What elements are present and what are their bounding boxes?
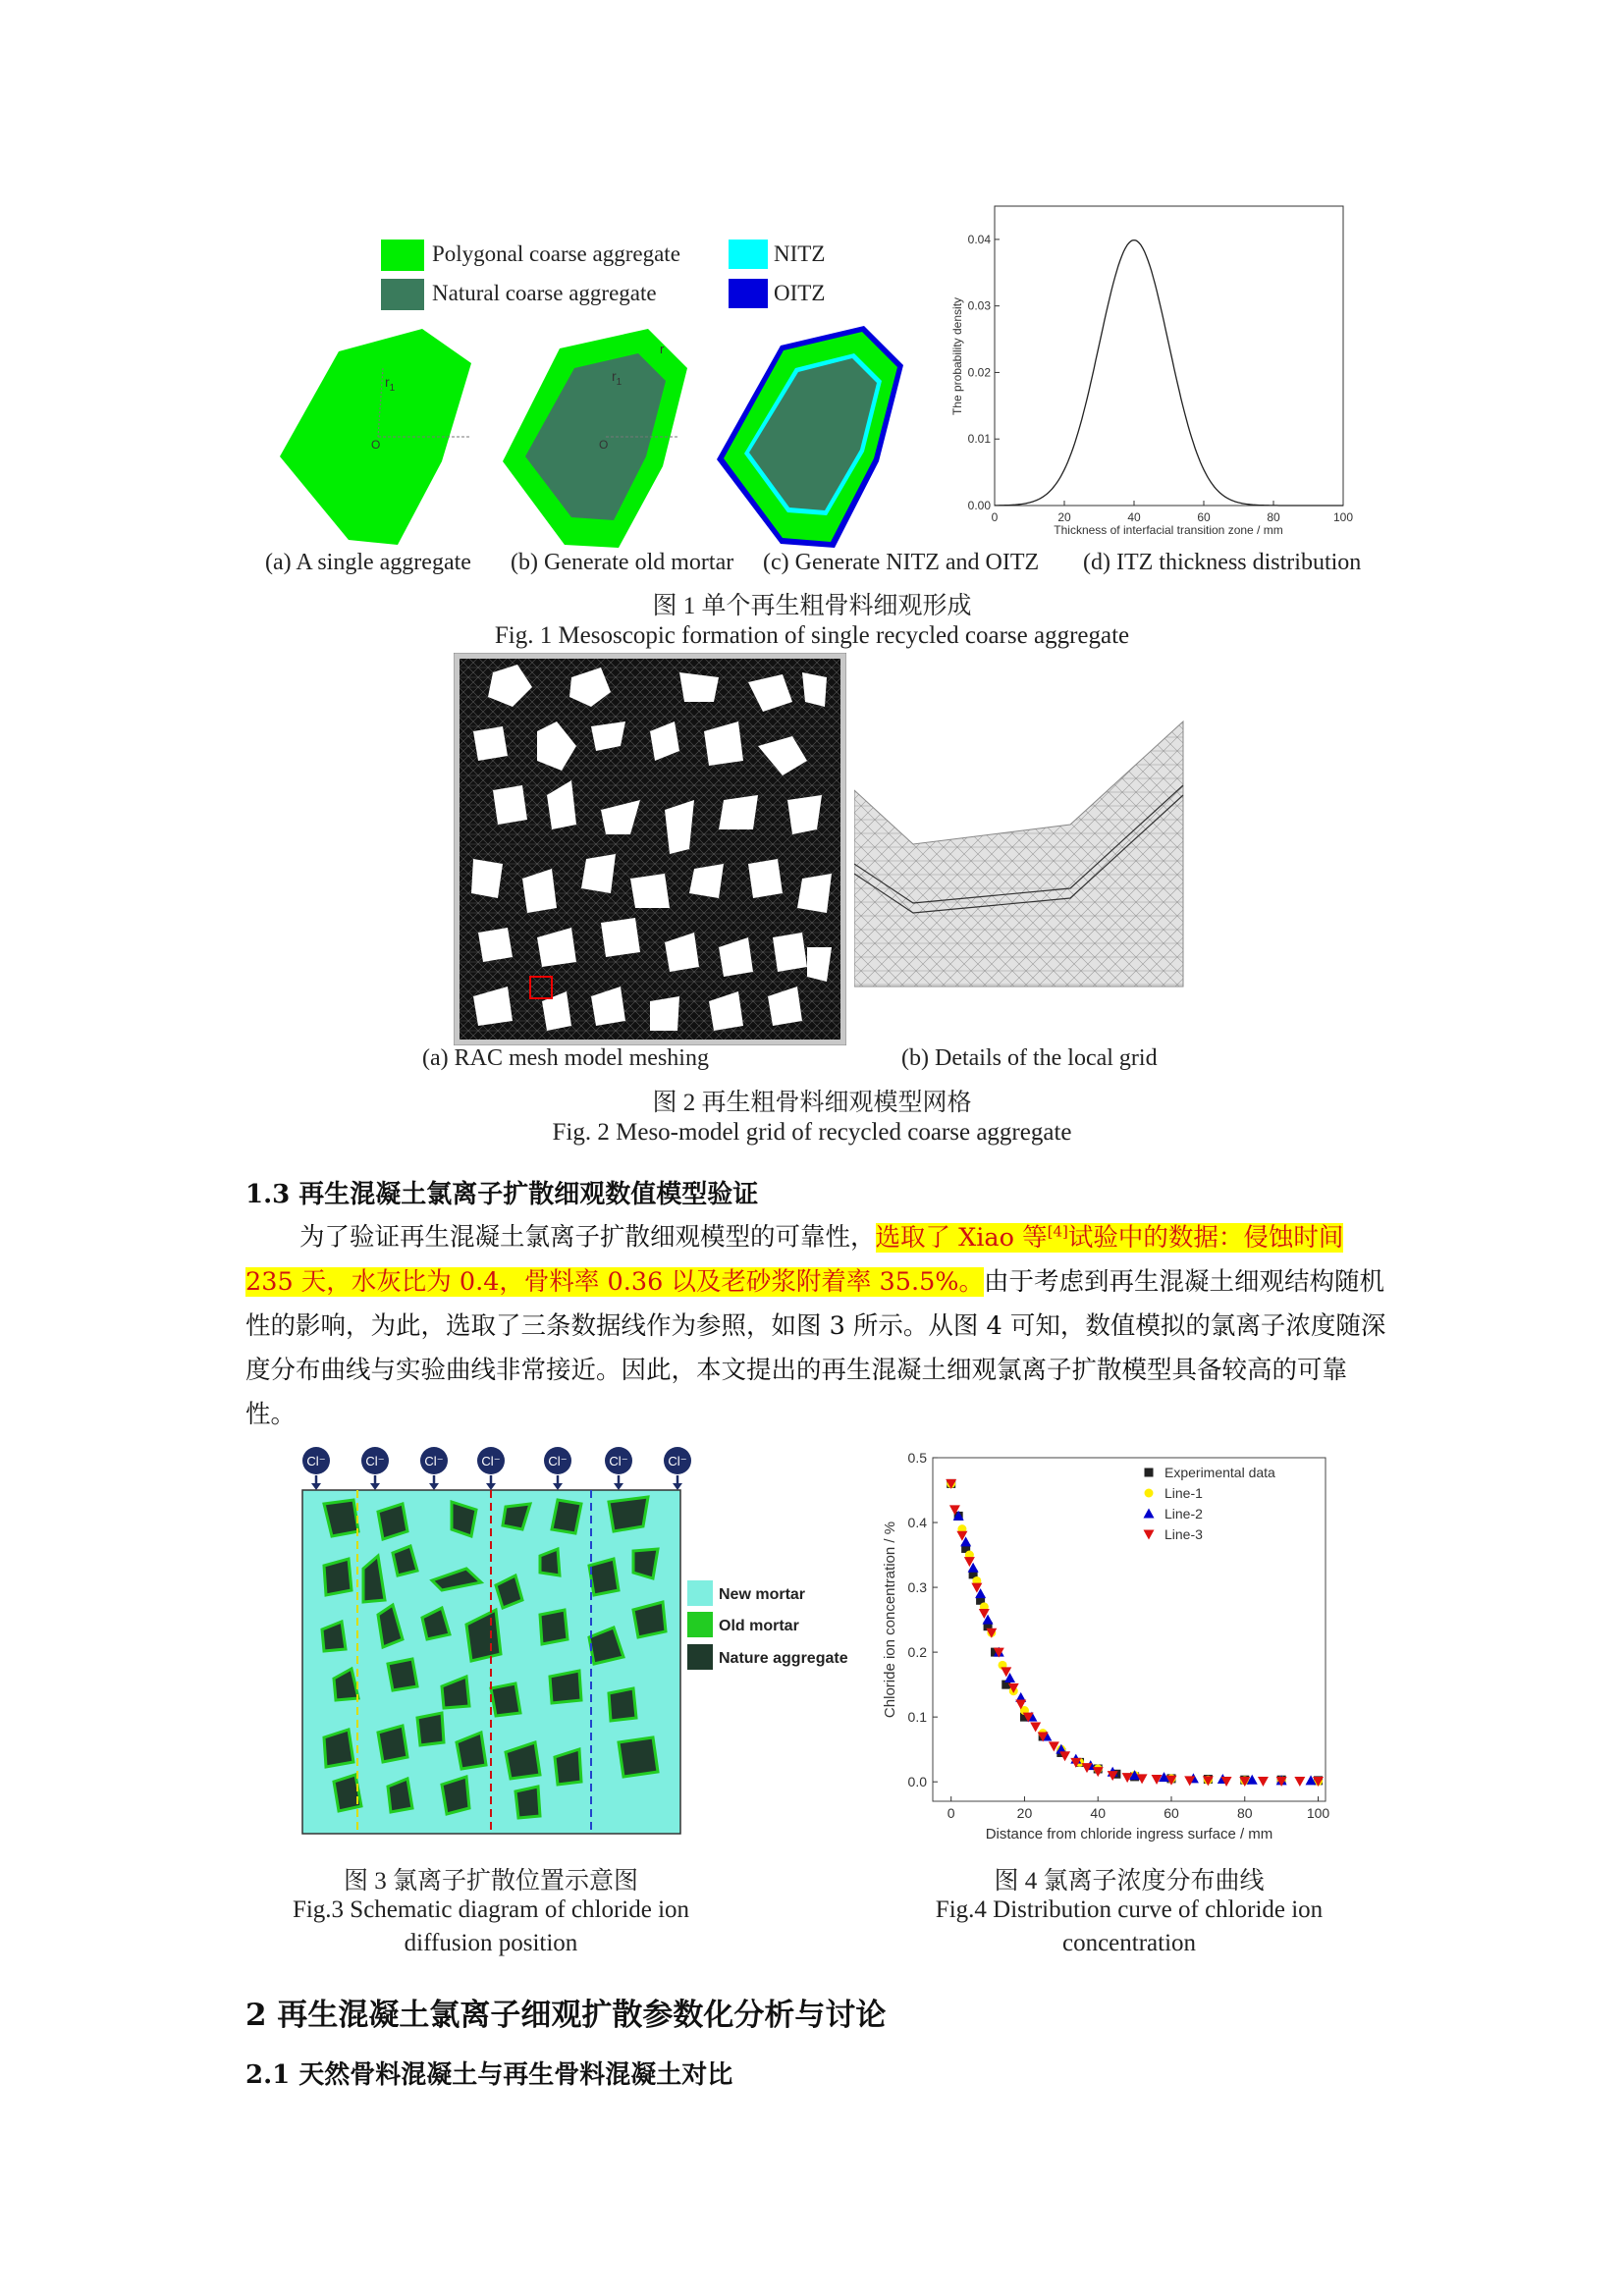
legend-label-aggregate: Nature aggregate: [719, 1650, 848, 1667]
diffusion-arrowhead-icon: [429, 1483, 439, 1490]
fig4-chart: [864, 1443, 1335, 1845]
fig4-caption-cn: 图 4 氯离子浓度分布曲线: [994, 1868, 1265, 1895]
fig1-subcaption-a: (a) A single aggregate: [265, 550, 471, 575]
fig1-caption-en: Fig. 1 Mesoscopic formation of single recycled coarse aggregate: [494, 622, 1130, 649]
fig4-caption-en-2: concentration: [1061, 1930, 1197, 1956]
chart2-xtick-label: 40: [1090, 1805, 1107, 1821]
legend-label-natural: Natural coarse aggregate: [432, 281, 657, 305]
local-grid-region: [854, 721, 1183, 987]
chart2-xtick-label: 100: [1306, 1805, 1330, 1821]
chart2-legend-marker: [1145, 1489, 1154, 1498]
highlight-1: 选取了 Xiao 等[4]试验中的数据：: [875, 1222, 1244, 1253]
para-rest: 由于考虑到再生混凝土细观结构随机性的影响，为此，选取了三条数据线作为参照，如图 3 所示。从图 4 可知，数值模拟的氯离子浓度随深度分布曲线与实验曲线非常接近。因此，本文提出的再生混凝土细观氯离子扩散模型具备较高的可靠性。: [245, 1266, 1386, 1429]
chart2-ytick-label: 0.1: [907, 1709, 927, 1726]
chloride-ion-label: Cl⁻: [609, 1454, 628, 1468]
highlight-2: 侵蚀时间 235 天，水灰比为 0.4，骨料率 0.36 以及老砂浆附着率 35.5%。: [245, 1222, 1344, 1297]
chart2-legend-marker: [1144, 1509, 1155, 1519]
label-o-a: O: [371, 438, 381, 452]
chart2-ytick-label: 0.4: [907, 1515, 927, 1531]
fig1-legend-itz: [729, 240, 866, 318]
chart2-legend-label: Line-2: [1164, 1506, 1203, 1522]
legend-swatch-aggregate: [687, 1644, 713, 1670]
legend-swatch-old-mortar: [687, 1612, 713, 1637]
fig1-subcaption-d: (d) ITZ thickness distribution: [1083, 550, 1362, 575]
diffusion-arrowhead-icon: [311, 1483, 321, 1490]
chart2-legend: [1144, 1465, 1276, 1542]
svg-text:r: r: [660, 342, 665, 356]
chloride-ion-label: Cl⁻: [424, 1454, 444, 1468]
chart1-ytick-label: 0.04: [967, 232, 991, 246]
chart1-plot-frame: [995, 206, 1343, 506]
chart2-xtick-label: 80: [1236, 1805, 1253, 1821]
chart1-ylabel: The probability density: [950, 296, 964, 416]
chart2-xtick-label: 0: [947, 1805, 955, 1821]
fig4-caption-en-1: Fig.4 Distribution curve of chloride ion: [935, 1896, 1324, 1923]
label-r1-b: $r_1$: [612, 368, 623, 388]
diffusion-arrowhead-icon: [370, 1483, 380, 1490]
chart2-legend-marker: [1145, 1468, 1154, 1477]
fig2a-mesh-model: [454, 653, 846, 1045]
fig3-caption-cn: 图 3 氯离子扩散位置示意图: [343, 1868, 638, 1895]
fig2-subcaption-b: (b) Details of the local grid: [901, 1045, 1158, 1071]
chart1-xtick-label: 20: [1057, 510, 1071, 524]
legend-label-old-mortar: Old mortar: [719, 1618, 799, 1634]
chart2-ylabel: Chloride ion concentration / %: [882, 1521, 898, 1719]
label-r1-a: $r_1$: [385, 374, 396, 394]
fig1-aggregate-drawings: [275, 324, 952, 560]
chart1-xlabel: Thickness of interfacial transition zone / mm: [1054, 523, 1283, 537]
chart2-xticks: [947, 1796, 1330, 1821]
legend-swatch-oitz: [729, 279, 768, 308]
chart2-xlabel: Distance from chloride ingress surface / mm: [985, 1826, 1273, 1842]
section-2-heading: 2 再生混凝土氯离子细观扩散参数化分析与讨论: [245, 1998, 887, 2033]
fig2-caption-en: Fig. 2 Meso-model grid of recycled coarse aggregate: [552, 1119, 1072, 1146]
chart2-legend-marker: [1144, 1530, 1155, 1540]
chart2-legend-label: Line-3: [1164, 1526, 1203, 1542]
fig1d-chart: [941, 201, 1353, 540]
fig3-caption-en-1: Fig.3 Schematic diagram of chloride ion: [292, 1896, 690, 1923]
chloride-ion-label: Cl⁻: [365, 1454, 385, 1468]
legend-label-new-mortar: New mortar: [719, 1586, 806, 1603]
chart2-xtick-label: 60: [1164, 1805, 1179, 1821]
section-2-1-heading: 2.1 天然骨料混凝土与再生骨料混凝土对比: [245, 2060, 733, 2090]
chart2-ytick-label: 0.5: [907, 1450, 927, 1466]
chart1-xtick-label: 80: [1267, 510, 1280, 524]
diffusion-arrowhead-icon: [553, 1483, 563, 1490]
chloride-ion-row: [302, 1447, 691, 1490]
fig2-subcaption-a: (a) RAC mesh model meshing: [422, 1045, 709, 1071]
chart2-point: [1294, 1777, 1305, 1787]
chloride-ion-label: Cl⁻: [548, 1454, 568, 1468]
legend-swatch-nitz: [729, 240, 768, 269]
chart1-ytick-label: 0.01: [967, 432, 991, 447]
diffusion-arrowhead-icon: [673, 1483, 682, 1490]
legend-swatch-polygonal: [381, 240, 424, 271]
fig1-subcaption-c: (c) Generate NITZ and OITZ: [763, 550, 1040, 575]
fig2b-local-grid: [854, 717, 1188, 991]
fig1-caption-cn: 图 1 单个再生粗骨料细观形成: [652, 593, 972, 619]
chloride-ion-label: Cl⁻: [668, 1454, 687, 1468]
chloride-ion-label: Cl⁻: [481, 1454, 501, 1468]
chart1-series-line: [995, 240, 1343, 506]
chart2-ytick-label: 0.2: [907, 1644, 927, 1661]
label-o-b: O: [599, 438, 609, 452]
chart1-xtick-label: 100: [1332, 510, 1353, 524]
chart1-xtick-label: 0: [991, 510, 999, 524]
section-1-3-paragraph: [245, 1209, 1394, 1437]
chart2-xtick-label: 20: [1016, 1805, 1033, 1821]
fig2-caption-cn: 图 2 再生粗骨料细观模型网格: [652, 1090, 972, 1116]
para-intro: 为了验证再生混凝土氯离子扩散细观模型的可靠性，: [299, 1222, 876, 1253]
legend-label-nitz: NITZ: [774, 241, 826, 266]
chart1-ytick-label: 0.02: [967, 365, 991, 380]
chart2-legend-label: Experimental data: [1164, 1465, 1275, 1480]
chart1-xtick-label: 60: [1197, 510, 1211, 524]
fig1-subcaption-b: (b) Generate old mortar: [511, 550, 734, 575]
chart1-xticks: [992, 501, 1353, 524]
chart1-ytick-label: 0.03: [967, 298, 991, 313]
diffusion-arrowhead-icon: [614, 1483, 623, 1490]
legend-swatch-new-mortar: [687, 1580, 713, 1606]
diffusion-arrowhead-icon: [486, 1483, 496, 1490]
chloride-ion-label: Cl⁻: [306, 1454, 326, 1468]
legend-label-polygonal: Polygonal coarse aggregate: [432, 241, 680, 266]
chart2-point: [1258, 1777, 1269, 1787]
legend-label-oitz: OITZ: [774, 281, 826, 305]
section-1-3-heading: 1.3 再生混凝土氯离子扩散细观数值模型验证: [245, 1180, 759, 1209]
chart1-xtick-label: 40: [1127, 510, 1141, 524]
chart2-ytick-label: 0.3: [907, 1579, 927, 1596]
chart2-legend-label: Line-1: [1164, 1485, 1203, 1501]
fig3-schematic: [295, 1443, 884, 1845]
legend-swatch-natural: [381, 279, 424, 310]
chart2-ytick-label: 0.0: [907, 1774, 927, 1790]
chart2-points: [946, 1479, 1324, 1787]
chart1-ytick-label: 0.00: [967, 499, 991, 512]
citation-ref[interactable]: [4]: [1047, 1222, 1068, 1240]
fig3-caption-en-2: diffusion position: [404, 1930, 578, 1956]
